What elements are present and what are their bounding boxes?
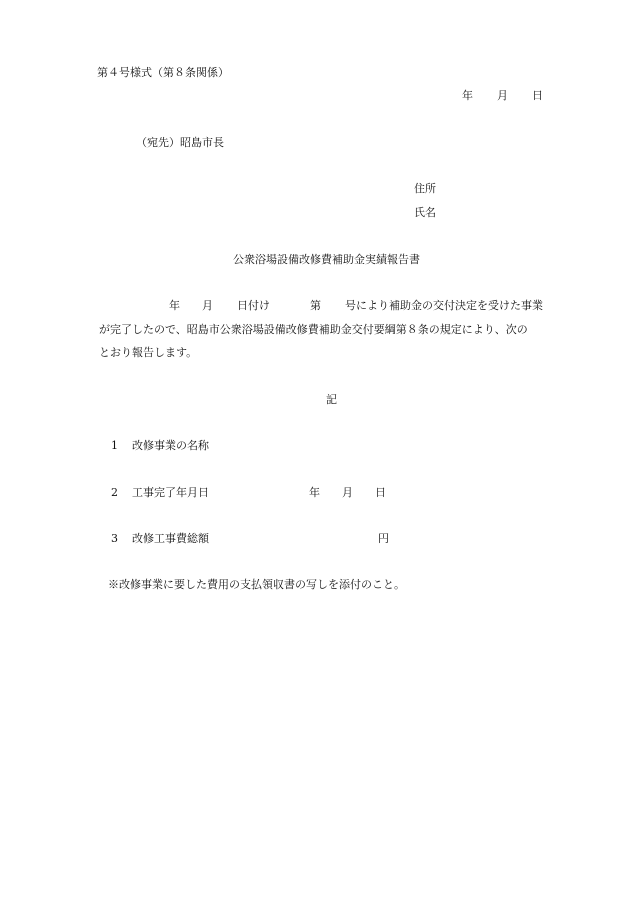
- date-year: 年: [462, 89, 473, 102]
- address-label: 住所: [414, 182, 436, 195]
- item-3-number: 3: [111, 532, 118, 545]
- attachment-note: ※改修事業に要した費用の支払領収書の写しを添付のこと。: [108, 578, 405, 591]
- item-3-label: 改修工事費総額: [132, 532, 209, 545]
- body-line-3: とおり報告します。: [99, 346, 198, 359]
- body-number-prefix: 第: [310, 299, 321, 312]
- item-3: [111, 532, 209, 546]
- item-2-month: 月: [342, 486, 353, 499]
- date-day: 日: [532, 89, 543, 102]
- item-2-number: 2: [111, 486, 118, 499]
- item-2-label: 工事完了年月日: [132, 486, 209, 499]
- item-1: [111, 439, 209, 453]
- body-line-1: [169, 299, 543, 313]
- body-year: 年: [169, 299, 180, 312]
- name-label: 氏名: [414, 206, 436, 219]
- ki-heading: 記: [326, 393, 337, 406]
- body-line-2: が完了したので、昭島市公衆浴場設備改修費補助金交付要綱第８条の規定により、次の: [99, 323, 528, 336]
- item-2-year: 年: [309, 486, 320, 499]
- date-line: [462, 89, 543, 103]
- item-1-number: 1: [111, 439, 118, 452]
- form-number: 第４号様式（第８条関係）: [97, 66, 229, 79]
- body-month: 月: [202, 299, 213, 312]
- document-title: 公衆浴場設備改修費補助金実績報告書: [233, 253, 420, 266]
- body-line-1-rest: 号により補助金の交付決定を受けた事業: [345, 299, 543, 312]
- item-2: [111, 486, 209, 500]
- item-3-unit: 円: [378, 532, 389, 545]
- item-2-date: [309, 486, 386, 500]
- item-2-day: 日: [375, 486, 386, 499]
- date-month: 月: [497, 89, 508, 102]
- item-1-label: 改修事業の名称: [132, 439, 209, 452]
- addressee: （宛先）昭島市長: [136, 136, 224, 149]
- body-date-suffix: 日付け: [237, 299, 270, 312]
